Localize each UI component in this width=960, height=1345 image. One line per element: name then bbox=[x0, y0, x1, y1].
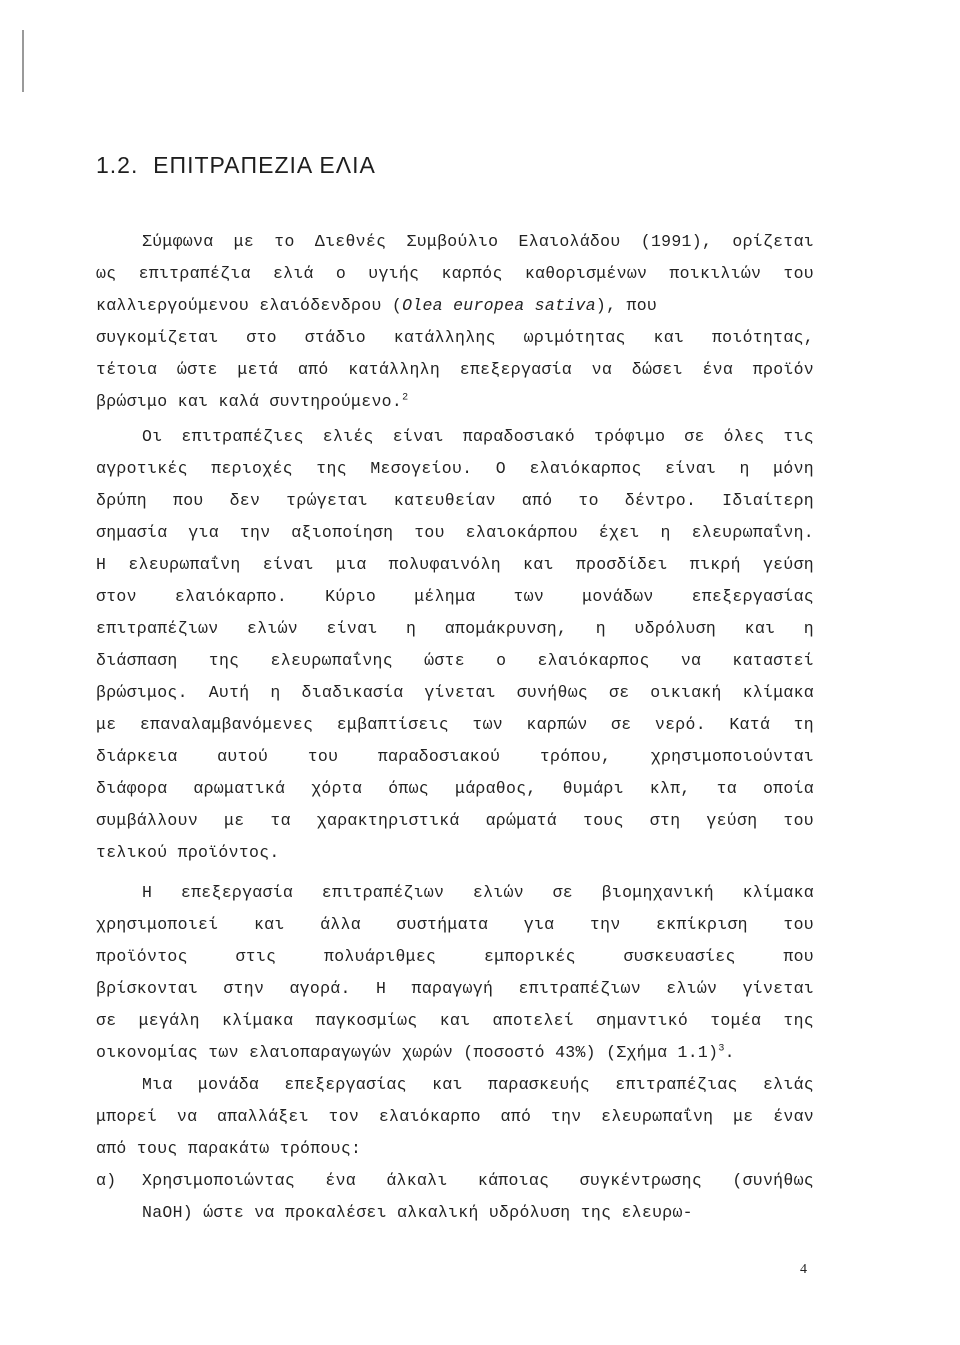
paragraph3-line-2: χρησιμοποιεί και άλλα συστήματα για την εκπίκριση του bbox=[96, 915, 814, 934]
paragraph3-last-line: οικονομίας των ελαιοπαραγωγών χωρών (ποσοστό 43%) (Σχήμα 1.1)$^3$. bbox=[96, 1043, 735, 1062]
paragraph1-line-4: συγκομίζεται στο στάδιο κατάλληλης ωριμότητας και ποιότητας, bbox=[96, 328, 814, 347]
list-item-line-1: Χρησιμοποιώντας ένα άλκαλι κάποιας συγκέντρωσης (συνήθως bbox=[142, 1171, 814, 1190]
page-number: 4 bbox=[800, 1262, 807, 1277]
paragraph2-line-7: επιτραπέζιων ελιών είναι η απομάκρυνση, η υδρόλυση και η bbox=[96, 619, 814, 638]
paragraph2-line-12: διάφορα αρωματικά χόρτα όπως μάραθος, θυμάρι κλπ, τα οποία bbox=[96, 779, 814, 798]
paragraph2-line-5: Η ελευρωπαΐνη είναι μια πολυφαινόλη και προσδίδει πικρή γεύση bbox=[96, 555, 814, 574]
paragraph1-line-3a: καλλιεργούμενου ελαιόδενδρου (Olea europea sativa), που bbox=[96, 296, 658, 315]
paragraph1-line-6: βρώσιμο και καλά συντηρούμενο.$^2$ bbox=[96, 392, 409, 411]
paragraph2-line-10: με επαναλαμβανόμενες εμβαπτίσεις των καρπών σε νερό. Κατά τη bbox=[96, 715, 814, 734]
paragraph1-line-3 bbox=[96, 290, 814, 322]
list-item-line-2: NaOH) ώστε να προκαλέσει αλκαλική υδρόλυση της ελευρω- bbox=[142, 1203, 693, 1222]
paragraph3-line-5: σε μεγάλη κλίμακα παγκοσμίως και αποτελεί σημαντικό τομέα της bbox=[96, 1011, 814, 1030]
paragraph4-line-3: από τους παρακάτω τρόπους: bbox=[96, 1139, 362, 1158]
section-number: 1.2. bbox=[96, 152, 139, 178]
paragraph2-line-1: Οι επιτραπέζιες ελιές είναι παραδοσιακό τρόφιμο σε όλες τις bbox=[142, 427, 814, 446]
paragraph1-line-1: Σύμφωνα με το Διεθνές Συμβούλιο Ελαιολάδου (1991), ορίζεται bbox=[142, 232, 814, 251]
section-heading bbox=[96, 152, 376, 179]
paragraph2-line-8: διάσπαση της ελευρωπαΐνης ώστε ο ελαιόκαρπος να καταστεί bbox=[96, 651, 814, 670]
paragraph3-line-4: βρίσκονται στην αγορά. Η παραγωγή επιτραπέζιων ελιών γίνεται bbox=[96, 979, 814, 998]
list-marker: α) bbox=[96, 1171, 117, 1190]
paragraph4-line-1: Μια μονάδα επεξεργασίας και παρασκευής επιτραπέζιας ελιάς bbox=[142, 1075, 814, 1094]
reference-3: 3 bbox=[718, 1043, 725, 1055]
reference-2: 2 bbox=[402, 392, 409, 404]
species-name: Olea europea sativa bbox=[402, 296, 596, 315]
paragraph2-line-14: τελικού προϊόντος. bbox=[96, 843, 280, 862]
paragraph2-line-6: στον ελαιόκαρπο. Κύριο μέλημα των μονάδων επεξεργασίας bbox=[96, 587, 814, 606]
paragraph3-line-1: Η επεξεργασία επιτραπέζιων ελιών σε βιομηχανική κλίμακα bbox=[142, 883, 814, 902]
paragraph2-line-13: συμβάλλουν με τα χαρακτηριστικά αρώματά τους στη γεύση του bbox=[96, 811, 814, 830]
paragraph2-line-4: σημασία για την αξιοποίηση του ελαιοκάρπου έχει η ελευρωπαΐνη. bbox=[96, 523, 814, 542]
paragraph2-line-9: βρώσιμος. Αυτή η διαδικασία γίνεται συνήθως σε οικιακή κλίμακα bbox=[96, 683, 814, 702]
paragraph4-line-2: μπορεί να απαλλάξει τον ελαιόκαρπο από την ελευρωπαΐνη με έναν bbox=[96, 1107, 814, 1126]
paragraph2-line-2: αγροτικές περιοχές της Μεσογείου. Ο ελαιόκαρπος είναι η μόνη bbox=[96, 459, 814, 478]
paragraph2-line-11: διάρκεια αυτού του παραδοσιακού τρόπου, χρησιμοποιούνται bbox=[96, 747, 814, 766]
paragraph1-line-5: τέτοια ώστε μετά από κατάλληλη επεξεργασία να δώσει ένα προϊόν bbox=[96, 360, 814, 379]
section-title: ΕΠΙΤΡΑΠΕΖΙΑ ΕΛΙΑ bbox=[153, 152, 376, 178]
paragraph2-line-3: δρύπη που δεν τρώγεται κατευθείαν από το δέντρο. Ιδιαίτερη bbox=[96, 491, 814, 510]
paragraph3-line-3: προϊόντος στις πολυάριθμες εμπορικές συσκευασίες που bbox=[96, 947, 814, 966]
scan-artifact-line bbox=[22, 30, 24, 92]
paragraph1-line-2: ως επιτραπέζια ελιά ο υγιής καρπός καθορισμένων ποικιλιών του bbox=[96, 264, 814, 283]
